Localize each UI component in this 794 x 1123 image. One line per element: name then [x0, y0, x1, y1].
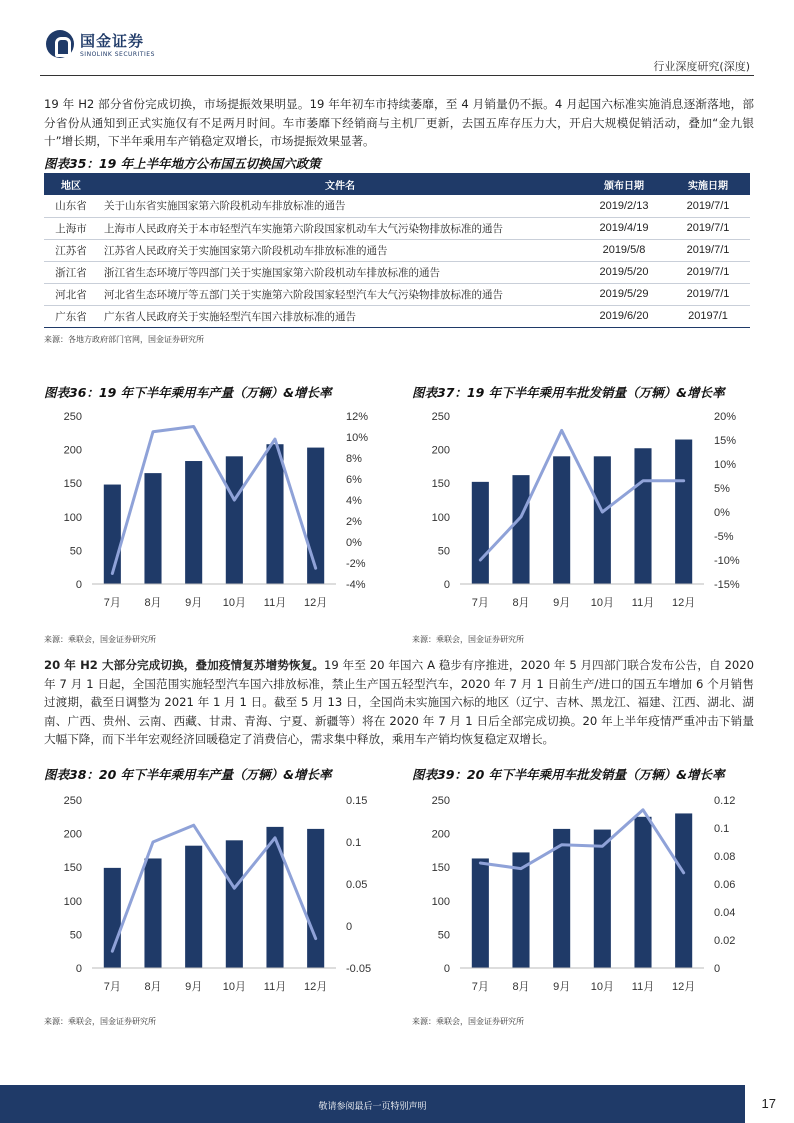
x-tick-label: 7月 [471, 597, 489, 609]
cell-issue-date: 2019/5/20 [582, 261, 666, 283]
growth-line [112, 427, 315, 574]
y-right-tick-label: -5% [714, 531, 734, 543]
y-right-tick-label: 0.1 [714, 823, 730, 835]
header-divider [40, 75, 754, 76]
growth-line [480, 430, 683, 560]
y-left-tick-label: 250 [431, 411, 450, 423]
bar [307, 829, 324, 968]
y-right-tick-label: 12% [346, 411, 369, 423]
y-right-tick-label: 0% [714, 507, 730, 519]
y-left-tick-label: 50 [69, 929, 82, 942]
chart-39-title: 图表39：20 年下半年乘用车批发销量（万辆）&增长率 [412, 767, 725, 782]
y-right-tick-label: -2% [346, 558, 366, 570]
y-right-tick-label: 15% [714, 435, 737, 447]
y-left-tick-label: 100 [63, 511, 82, 524]
x-tick-label: 10月 [590, 597, 614, 609]
bar [266, 444, 283, 584]
table-row [44, 305, 750, 327]
bar [472, 482, 489, 584]
bar [226, 840, 243, 968]
x-tick-label: 11月 [631, 981, 655, 993]
y-left-tick-label: 250 [63, 795, 82, 807]
bar [553, 456, 570, 584]
chart-36-title: 图表36：19 年下半年乘用车产量（万辆）&增长率 [44, 385, 332, 400]
y-right-tick-label: 0.08 [714, 851, 736, 863]
chart-36 [40, 406, 390, 616]
y-right-tick-label: -15% [714, 579, 740, 591]
growth-line [112, 825, 315, 951]
cell-effective-date: 2019/7/1 [666, 239, 750, 261]
cell-region: 河北省 [44, 283, 98, 305]
x-tick-label: 8月 [144, 981, 162, 993]
y-left-tick-label: 150 [431, 478, 450, 491]
x-tick-label: 7月 [103, 981, 121, 993]
table-35-source: 来源：各地方政府部门官网，国金证券研究所 [44, 335, 204, 344]
table-35-title: 图表35：19 年上半年地方公布国五切换国六政策 [44, 156, 321, 171]
bar [594, 830, 611, 968]
cell-effective-date: 2019/7/1 [666, 283, 750, 305]
y-left-tick-label: 200 [431, 444, 450, 457]
y-right-tick-label: 8% [346, 453, 362, 465]
cell-issue-date: 2019/5/8 [582, 239, 666, 261]
x-tick-label: 8月 [144, 597, 162, 609]
y-right-tick-label: 0 [346, 921, 353, 933]
chart-38-title: 图表38：20 年下半年乘用车产量（万辆）&增长率 [44, 767, 332, 782]
y-left-tick-label: 0 [75, 963, 82, 975]
table-header-row [44, 173, 750, 195]
cell-region: 广东省 [44, 305, 98, 327]
x-tick-label: 12月 [304, 981, 328, 993]
y-left-tick-label: 250 [63, 411, 82, 423]
x-tick-label: 8月 [512, 597, 530, 609]
x-tick-label: 12月 [672, 597, 696, 609]
table-row [44, 239, 750, 261]
bar [185, 461, 202, 584]
y-right-tick-label: 0.06 [714, 879, 736, 891]
chart-37-title: 图表37：19 年下半年乘用车批发销量（万辆）&增长率 [412, 385, 725, 400]
y-left-tick-label: 0 [443, 579, 450, 591]
y-left-tick-label: 250 [431, 795, 450, 807]
header-region: 地区 [44, 173, 98, 195]
cell-document: 上海市人民政府关于本市轻型汽车实施第六阶段国家机动车大气污染物排放标准的通告 [98, 217, 582, 239]
paragraph-2 [44, 656, 754, 749]
bar [512, 475, 529, 584]
y-right-tick-label: 0% [346, 537, 362, 549]
y-left-tick-label: 100 [431, 895, 450, 908]
y-right-tick-label: 0.15 [346, 795, 368, 807]
table-row [44, 195, 750, 217]
x-tick-label: 7月 [103, 597, 121, 609]
y-left-tick-label: 100 [63, 895, 82, 908]
y-left-tick-label: 150 [63, 862, 82, 875]
y-right-tick-label: -0.05 [346, 963, 372, 975]
y-right-tick-label: 6% [346, 474, 362, 486]
x-tick-label: 7月 [471, 981, 489, 993]
y-right-tick-label: 0.1 [346, 837, 362, 849]
cell-document: 广东省人民政府关于实施轻型汽车国六排放标准的通告 [98, 305, 582, 327]
chart-36-source: 来源：乘联会，国金证券研究所 [44, 635, 156, 644]
chart-37 [408, 406, 758, 616]
logo-en: SINOLINK SECURITIES [80, 51, 155, 58]
header-effective-date: 实施日期 [666, 173, 750, 195]
table-row [44, 217, 750, 239]
header-document: 文件名 [98, 173, 582, 195]
report-category: 行业深度研究(深度) [653, 60, 750, 73]
x-tick-label: 10月 [222, 981, 246, 993]
x-tick-label: 8月 [512, 981, 530, 993]
cell-region: 浙江省 [44, 261, 98, 283]
y-left-tick-label: 50 [437, 545, 450, 558]
logo-icon [46, 30, 74, 58]
bar [226, 456, 243, 584]
cell-issue-date: 2019/6/20 [582, 305, 666, 327]
y-right-tick-label: 10% [346, 432, 369, 444]
y-right-tick-label: 5% [714, 483, 730, 495]
cell-document: 河北省生态环境厅等五部门关于实施第六阶段国家轻型汽车大气污染物排放标准的通告 [98, 283, 582, 305]
bar [675, 440, 692, 584]
policy-table [44, 173, 750, 328]
paragraph-2-lead: 20 年 H2 大部分完成切换，叠加疫情复苏增势恢复。 [44, 658, 325, 672]
chart-38 [40, 790, 390, 1000]
y-left-tick-label: 200 [431, 828, 450, 841]
x-tick-label: 11月 [263, 981, 287, 993]
cell-issue-date: 2019/4/19 [582, 217, 666, 239]
bar [634, 448, 651, 584]
cell-effective-date: 2019/7/1 [666, 217, 750, 239]
bar [472, 858, 489, 968]
y-left-tick-label: 50 [437, 929, 450, 942]
y-left-tick-label: 200 [63, 444, 82, 457]
growth-line [480, 810, 683, 873]
x-tick-label: 10月 [590, 981, 614, 993]
x-tick-label: 12月 [672, 981, 696, 993]
y-left-tick-label: 0 [75, 579, 82, 591]
x-tick-label: 9月 [185, 597, 203, 609]
y-left-tick-label: 200 [63, 828, 82, 841]
chart-38-source: 来源：乘联会，国金证券研究所 [44, 1017, 156, 1026]
chart-37-source: 来源：乘联会，国金证券研究所 [412, 635, 524, 644]
chart-39 [408, 790, 758, 1000]
y-right-tick-label: 20% [714, 411, 737, 423]
paragraph-1: 19 年 H2 部分省份完成切换，市场提振效果明显。19 年年初车市持续萎靡，至 4 月销量仍不振。4 月起国六标准实施消息逐渐落地，部分省份从通知到正式实施仅有不足两月时间。车市萎靡下经销商与主机厂更新，去国五库存压力大，开启大规模促销活动，叠加“金九银十”增长期，下半年乘用车产销稳定双增长，市场提振效果显著。 [44, 97, 754, 148]
y-left-tick-label: 150 [431, 862, 450, 875]
y-left-tick-label: 0 [443, 963, 450, 975]
y-right-tick-label: 0.02 [714, 935, 736, 947]
x-tick-label: 11月 [263, 597, 287, 609]
y-right-tick-label: 0.05 [346, 879, 368, 891]
chart-39-source: 来源：乘联会，国金证券研究所 [412, 1017, 524, 1026]
cell-document: 关于山东省实施国家第六阶段机动车排放标准的通告 [98, 195, 582, 217]
cell-effective-date: 20197/1 [666, 305, 750, 327]
cell-document: 江苏省人民政府关于实施国家第六阶段机动车排放标准的通告 [98, 239, 582, 261]
y-right-tick-label: 4% [346, 495, 362, 507]
x-tick-label: 9月 [553, 981, 571, 993]
y-left-tick-label: 100 [431, 511, 450, 524]
y-right-tick-label: 2% [346, 516, 362, 528]
x-tick-label: 9月 [553, 597, 571, 609]
cell-region: 山东省 [44, 195, 98, 217]
header-issue-date: 颁布日期 [582, 173, 666, 195]
y-left-tick-label: 150 [63, 478, 82, 491]
logo [46, 30, 155, 58]
y-right-tick-label: -10% [714, 555, 740, 567]
x-tick-label: 9月 [185, 981, 203, 993]
table-row [44, 283, 750, 305]
y-right-tick-label: 0.04 [714, 907, 736, 919]
cell-document: 浙江省生态环境厅等四部门关于实施国家第六阶段机动车排放标准的通告 [98, 261, 582, 283]
y-right-tick-label: -4% [346, 579, 366, 591]
cell-effective-date: 2019/7/1 [666, 195, 750, 217]
table-row [44, 261, 750, 283]
bar [104, 868, 121, 968]
cell-effective-date: 2019/7/1 [666, 261, 750, 283]
y-left-tick-label: 50 [69, 545, 82, 558]
footer-disclaimer: 敬请参阅最后一页特别声明 [318, 1102, 427, 1112]
bar [594, 456, 611, 584]
logo-cn: 国金证券 [80, 32, 145, 50]
bar [185, 846, 202, 968]
y-right-tick-label: 0.12 [714, 795, 736, 807]
cell-issue-date: 2019/5/29 [582, 283, 666, 305]
y-right-tick-label: 10% [714, 459, 737, 471]
cell-issue-date: 2019/2/13 [582, 195, 666, 217]
x-tick-label: 11月 [631, 597, 655, 609]
y-right-tick-label: 0 [714, 963, 721, 975]
bar [634, 817, 651, 968]
paragraph-2-body: 19 年至 20 年国六 A 稳步有序推进，2020 年 5 月四部门联合发布公告，自 2020 年 7 月 1 日起，全国范围实施轻型汽车国六排放标准，禁止生产国五轻型汽车，2020 年 7 月 1 日前生产/进口的国五车增加 6 个月销售过渡期，截至日调整为 2021 年 1 月 1 日。截至 5 月 13 日，全国尚未实施国六标的地区（辽宁、吉林、黑龙江、福建、江西、湖北、湖南、广西、贵州、云南、西藏、甘肃、青海、宁夏、新疆等）将在 2020 年 7 月 1 日后全部完成切换。20 年上半年疫情严重冲击下销量大幅下降，而下半年宏观经济回暖稳定了消费信心，需求集中释放，乘用车产销均恢复稳定双增长。 [44, 658, 754, 746]
x-tick-label: 10月 [222, 597, 246, 609]
cell-region: 江苏省 [44, 239, 98, 261]
bar [144, 473, 161, 584]
page-number: 17 [761, 1096, 776, 1111]
x-tick-label: 12月 [304, 597, 328, 609]
bar [144, 858, 161, 968]
bar [675, 813, 692, 968]
cell-region: 上海市 [44, 217, 98, 239]
bar [266, 827, 283, 968]
